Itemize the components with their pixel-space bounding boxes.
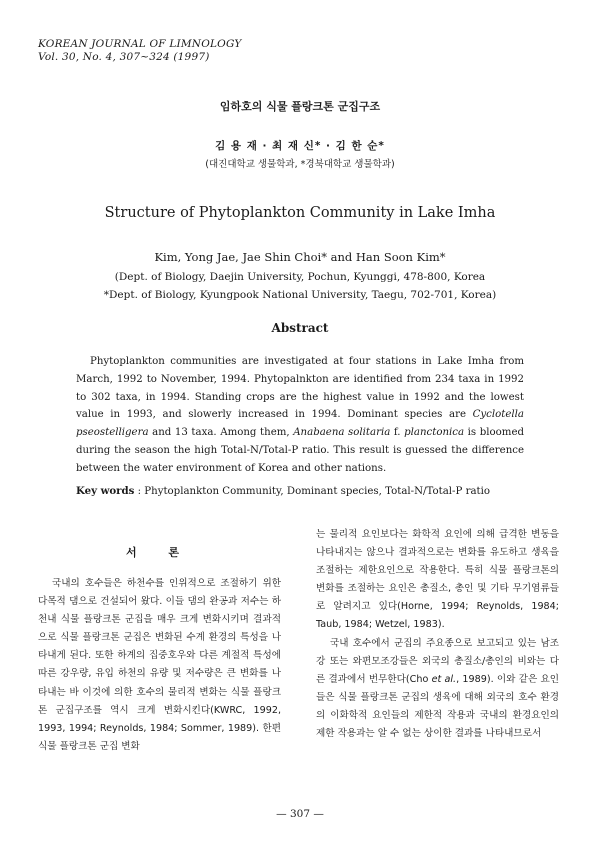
journal-name: KOREAN JOURNAL OF LIMNOLOGY xyxy=(38,38,242,50)
right-para-2-italic: et al. xyxy=(431,673,457,685)
korean-affiliation: (대진대학교 생물학과, *경북대학교 생물학과) xyxy=(205,159,395,170)
abstract-species-2: Anabaena solitaria xyxy=(293,427,391,439)
abstract-species-1: Cyclotella pseostelligera xyxy=(76,409,524,439)
abstract-body xyxy=(76,353,524,478)
abstract-text-4: is bloomed during the season the high Total-N/Total-P ratio. This result is guessed the difference between the water environment of Korea and other nations. xyxy=(76,427,524,474)
keywords-label: Key words xyxy=(76,485,135,497)
abstract-text-2: and 13 taxa. Among them, xyxy=(148,427,294,439)
korean-title: 임하호의 식물 플랑크톤 군집구조 xyxy=(219,100,381,113)
abstract-text-3: f. xyxy=(390,427,405,439)
section-heading: 서 론 xyxy=(125,546,194,559)
english-authors: Kim, Yong Jae, Jae Shin Choi* and Han Soon Kim* xyxy=(154,250,446,264)
abstract-heading: Abstract xyxy=(271,321,329,335)
korean-authors: 김 용 재 · 최 재 신* · 김 한 순* xyxy=(215,140,385,152)
journal-header xyxy=(38,38,242,64)
right-para-2-text-a: 국내 호수에서 군집의 주요종으로 보고되고 있는 남조강 또는 와편모조강들은 외국의 총질소/총인의 비와는 다른 결과에서 번무한다(Cho xyxy=(316,637,559,685)
abstract-text-1: Phytoplankton communities are investigated at four stations in Lake Imha from March, 1992 to November, 1994. Phytopalnkton are identified from 234 taxa in 1992 to 302 taxa, in 1994. Standing crops are the highest value in 1992 and the lowest value in 1993, and slowerly increased in 1994. Dominant species are xyxy=(76,356,524,421)
affiliation-line-2: *Dept. of Biology, Kyungpook National University, Taegu, 702-701, Korea) xyxy=(103,289,497,301)
right-column-paragraph-2 xyxy=(316,635,559,744)
keywords-value: : Phytoplankton Community, Dominant species, Total-N/Total-P ratio xyxy=(134,486,490,497)
right-column-paragraph-1: 는 물리적 요인보다는 화학적 요인에 의해 급격한 변동을 나타내지는 않으나 결과적으로는 변화를 유도하고 생육을 조절하는 제한요인으로 작용한다. 특히 식물 플랑크톤의 변화를 조절하는 요인은 총질소, 총인 및 기타 무기염류들로 알려지고 있다(Horne, 1994; Reynolds, 1984; Taub, 1984; Wetzel, 1983). xyxy=(316,529,559,631)
affiliation-line-1: (Dept. of Biology, Daejin University, Pochun, Kyunggi, 478-800, Korea xyxy=(114,271,486,283)
right-column xyxy=(316,526,559,743)
english-title: Structure of Phytoplankton Community in Lake Imha xyxy=(104,205,496,221)
journal-citation: Vol. 30, No. 4, 307~324 (1997) xyxy=(38,51,210,63)
page-number: — 307 — xyxy=(276,808,324,820)
left-column-paragraph: 국내의 호수들은 하천수를 인위적으로 조절하기 위한 다목적 댐으로 건설되어 왔다. 이들 댐의 완공과 저수는 하천내 식물 플랑크톤 군집을 매우 크게 변화시키며 결과적으로 식물 플랑크톤 군집은 변화된 수계 환경의 특성을 나타내게 된다. 또한 하계의 집중호우와 다른 계절적 특성에 따른 강우량, 유입 하천의 유량 및 저수량은 큰 변화를 나타내는 바 이것에 의한 호수의 물리적 변화는 식물 플랑크톤 군집구조를 역시 크게 변화시킨다(KWRC, 1992, 1993, 1994; Reynolds, 1984; Sommer, 1989). 한편 식물 플랑크톤 군집 변화 xyxy=(38,578,281,752)
abstract-species-3: planctonica xyxy=(404,427,465,439)
keywords xyxy=(76,485,490,497)
english-affiliation xyxy=(0,268,600,304)
right-para-2-text-b: , 1989). 이와 같은 요인들은 식물 플랑크톤 군집의 생육에 대해 외국의 호수 환경의 이화학적 요인들의 제한적 작용과 국내의 환경요인의 제한 작용과는 알 수 없는 상이한 결과를 나타내므로서 xyxy=(316,673,560,740)
